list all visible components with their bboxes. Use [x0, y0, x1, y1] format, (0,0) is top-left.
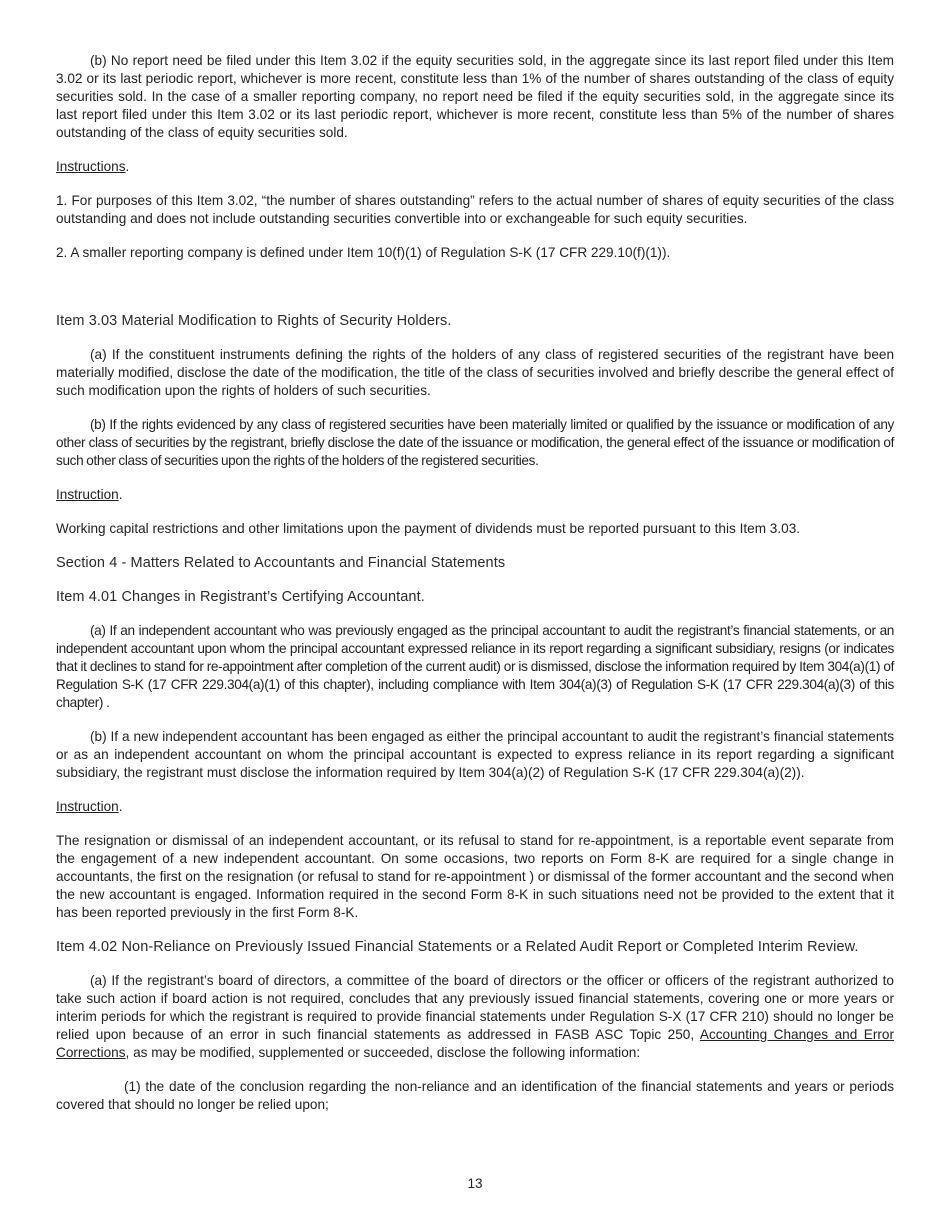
item-4-02-subparagraph-1: (1) the date of the conclusion regarding the non-reliance and an identification of the financial statements and years or periods covered that should no longer be relied upon;: [56, 1079, 894, 1112]
section-4-heading: Section 4 - Matters Related to Accountants and Financial Statements: [56, 555, 506, 571]
item-4-01-paragraph-b: (b) If a new independent accountant has been engaged as either the principal accountant to audit the registrant’s financial statements or as an independent accountant on whom the principal accountant is expected to express reliance in its report regarding a significant subsidiary, the registrant must disclose the information required by Item 304(a)(2) of Regulation S-K (17 CFR 229.304(a)(2)).: [56, 729, 894, 780]
item-3-02-instruction-1: 1. For purposes of this Item 3.02, “the number of shares outstanding” refers to the actual number of shares of equity securities of the class outstanding and does not include outstanding securities convertible into or exchangeable for such equity securities.: [56, 193, 894, 226]
item-3-03-instruction-text: Working capital restrictions and other limitations upon the payment of dividends must be reported pursuant to this Item 3.03.: [56, 521, 801, 536]
para-a-text-1: (a) If the registrant’s board of directors, a committee of the board of directors or the officer or officers of the registrant authorized to take such action if board action is not required, concludes that any previously issued financial statements, covering one or more years or interim periods for which the registrant is required to provide financial statements under Regulation S-X (17 CFR 210) should no longer be relied upon because of an error in such financial statements as addressed in FASB ASC Topic 250,: [56, 973, 894, 1042]
instruction-label: Instruction: [56, 487, 119, 502]
item-3-03-heading: Item 3.03 Material Modification to Rights of Security Holders.: [56, 313, 452, 329]
item-3-02-instruction-2: 2. A smaller reporting company is defined under Item 10(f)(1) of Regulation S-K (17 CFR 229.10(f)(1)).: [56, 245, 671, 260]
item-3-02-instructions-heading: Instructions.: [56, 159, 130, 174]
item-3-03-paragraph-b: (b) If the rights evidenced by any class of registered securities have been materially limited or qualified by the issuance or modification of any other class of securities by the registrant, briefly disclose the date of the issuance or modification, the general effect of the issuance or modification of such other class of securities upon the rights of the holders of the registered securities.: [56, 417, 894, 468]
instruction-label: Instruction: [56, 799, 119, 814]
item-4-01-instruction-text: The resignation or dismissal of an independent accountant, or its refusal to stand for re-appointment, is a reportable event separate from the engagement of a new independent accountant. On some occasions, two reports on Form 8-K are required for a single change in accountants, the first on the resignation (or refusal to stand for re-appointment ) or dismissal of the former accountant and the second when the new accountant is engaged. Information required in the second Form 8-K in such situations need not be provided to the extent that it has been reported previously in the first Form 8-K.: [56, 833, 894, 920]
item-3-03-instruction-heading: Instruction.: [56, 487, 123, 502]
accounting-changes-reference: Accounting Changes and Error Corrections: [56, 1027, 894, 1060]
page-number: 13: [467, 1176, 483, 1191]
item-3-02-paragraph-b: (b) No report need be filed under this Item 3.02 if the equity securities sold, in the aggregate since its last report filed under this Item 3.02 or its last periodic report, whichever is more recent, constitute less than 1% of the number of shares outstanding of the class of equity securities sold. In the case of a smaller reporting company, no report need be filed if the equity securities sold, in the aggregate since its last report filed under this Item 3.02 or its last periodic report, whichever is more recent, constitute less than 5% of the number of shares outstanding of the class of equity securities sold.: [56, 53, 894, 140]
instructions-label: Instructions: [56, 159, 126, 174]
item-3-03-paragraph-a: (a) If the constituent instruments defining the rights of the holders of any class of registered securities of the registrant have been materially modified, disclose the date of the modification, the title of the class of securities involved and briefly describe the general effect of such modification upon the rights of holders of such securities.: [56, 347, 894, 398]
item-4-02-paragraph-a: [56, 972, 894, 1062]
item-4-01-heading: Item 4.01 Changes in Registrant’s Certifying Accountant.: [56, 589, 425, 605]
item-4-01-paragraph-a: (a) If an independent accountant who was previously engaged as the principal accountant to audit the registrant’s financial statements, or an independent accountant upon whom the principal accountant expressed reliance in its report regarding a significant subsidiary, resigns (or indicates that it declines to stand for re-appointment after completion of the current audit) or is dismissed, disclose the information required by Item 304(a)(1) of Regulation S-K (17 CFR 229.304(a)(1) of this chapter), including compliance with Item 304(a)(3) of Regulation S-K (17 CFR 229.304(a)(3) of this chapter) .: [56, 623, 894, 710]
para-a-text-2: , as may be modified, supplemented or succeeded, disclose the following information:: [125, 1045, 641, 1060]
item-4-02-heading: Item 4.02 Non-Reliance on Previously Issued Financial Statements or a Related Audit Report or Completed Interim Review.: [56, 939, 859, 955]
item-4-01-instruction-heading: Instruction.: [56, 799, 123, 814]
document-page: [56, 50, 894, 1114]
